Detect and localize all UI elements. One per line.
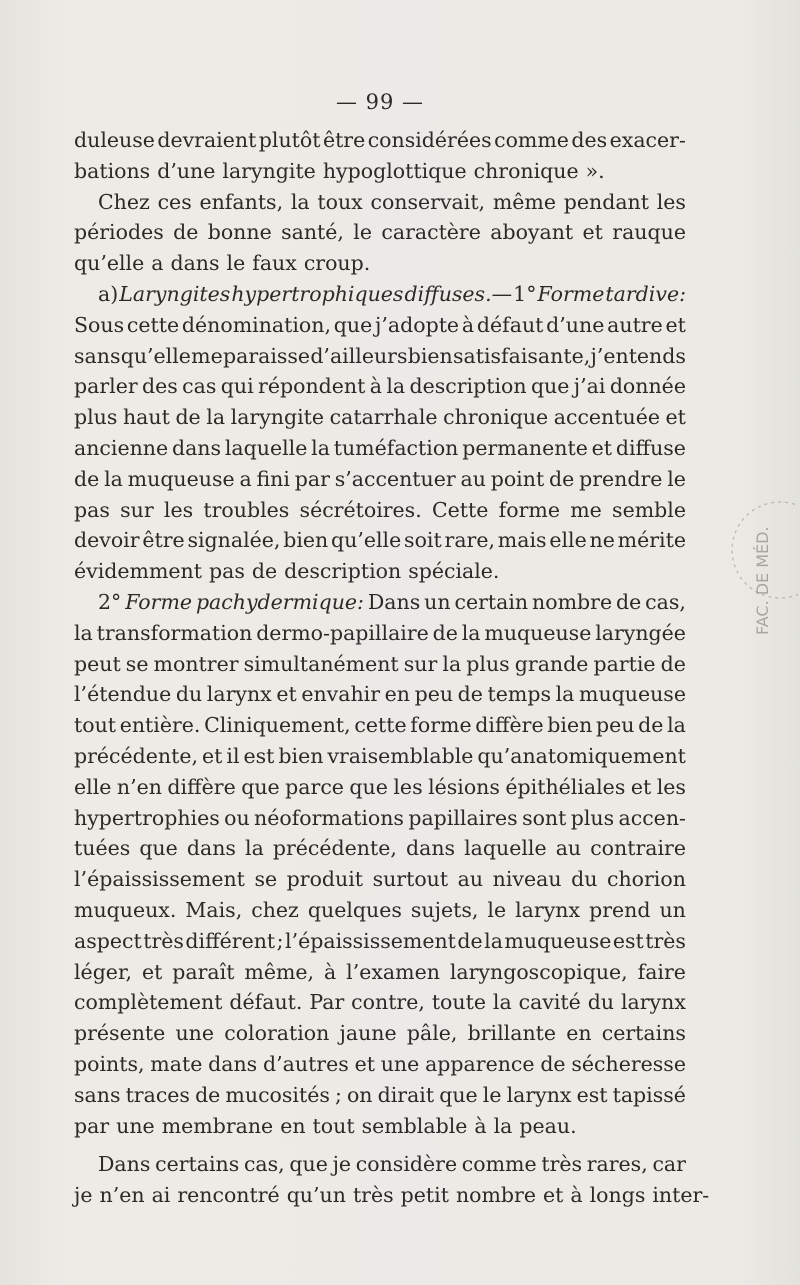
text-line: devoir être signalée, bien qu’elle soit rare, mais elle ne mérite <box>74 528 686 553</box>
page-number: — 99 — <box>335 90 425 114</box>
text-line: la transformation dermo-papillaire de la muqueuse laryngée <box>74 620 686 645</box>
text-line: hypertrophies ou néoformations papillaires sont plus accen- <box>74 805 686 830</box>
text-line: évidemment pas de description spéciale. <box>74 559 500 584</box>
text-line: par une membrane en tout semblable à la peau. <box>74 1113 577 1138</box>
text-line: elle n’en diffère que parce que les lésions épithéliales et les <box>74 774 686 799</box>
text-line: pas sur les troubles sécrétoires. Cette forme me semble <box>74 497 686 522</box>
text-line: complètement défaut. Par contre, toute la cavité du larynx <box>74 990 686 1015</box>
text-line: points, mate dans d’autres et une apparence de sécheresse <box>74 1051 686 1076</box>
text-line: plus haut de la laryngite catarrhale chronique accentuée et <box>74 405 686 430</box>
text-line: Sous cette dénomination, que j’adopte à défaut d’une autre et <box>74 312 686 337</box>
text-line: précédente, et il est bien vraisemblable qu’anatomiquement <box>74 743 686 768</box>
text-line: ancienne dans laquelle la tuméfaction permanente et diffuse <box>74 435 686 460</box>
text-line: muqueux. Mais, chez quelques sujets, le larynx prend un <box>74 897 686 922</box>
text-line: sans qu’elle me paraisse d’ailleurs bien satisfaisante, j’entends <box>74 343 686 368</box>
text-line: 2° Forme pachydermique: Dans un certain nombre de cas, <box>98 589 686 614</box>
text-line: Dans certains cas, que je considère comme très rares, car <box>98 1152 686 1177</box>
text-line: bations d’une laryngite hypoglottique chronique ». <box>74 158 605 183</box>
library-stamp <box>728 465 798 640</box>
text-line: sans traces de mucosités ; on dirait que le larynx est tapissé <box>74 1082 686 1107</box>
text-line: Chez ces enfants, la toux conservait, même pendant les <box>98 189 686 214</box>
text-line: parler des cas qui répondent à la description que j’ai donnée <box>74 374 686 399</box>
text-line: présente une coloration jaune pâle, brillante en certains <box>74 1021 686 1046</box>
text-line: l’étendue du larynx et envahir en peu de temps la muqueuse <box>74 682 686 707</box>
text-line: qu’elle a dans le faux croup. <box>74 251 371 276</box>
text-line: léger, et paraît même, à l’examen laryngoscopique, faire <box>74 959 686 984</box>
text-line: l’épaississement se produit surtout au niveau du chorion <box>74 867 686 892</box>
text-line: tout entière. Cliniquement, cette forme diffère bien peu de la <box>74 713 686 738</box>
stamp-label: FAC. DE MÉD. <box>753 526 772 635</box>
body-text <box>74 125 710 1211</box>
text-line: aspect très différent ; l’épaississement de la muqueuse est très <box>74 928 686 953</box>
text-line: peut se montrer simultanément sur la plus grande partie de <box>74 651 686 676</box>
text-line: je n’en ai rencontré qu’un très petit nombre et à longs inter- <box>74 1183 710 1208</box>
text-line: a) Laryngites hypertrophiques diffuses.— 1° Forme tardive: <box>98 281 686 306</box>
text-line: duleuse devraient plutôt être considérées comme des exacer- <box>74 128 686 152</box>
text-line: périodes de bonne santé, le caractère aboyant et rauque <box>74 220 686 245</box>
text-line: de la muqueuse a fini par s’accentuer au point de prendre le <box>74 466 686 491</box>
text-line: tuées que dans la précédente, dans laquelle au contraire <box>74 836 686 861</box>
